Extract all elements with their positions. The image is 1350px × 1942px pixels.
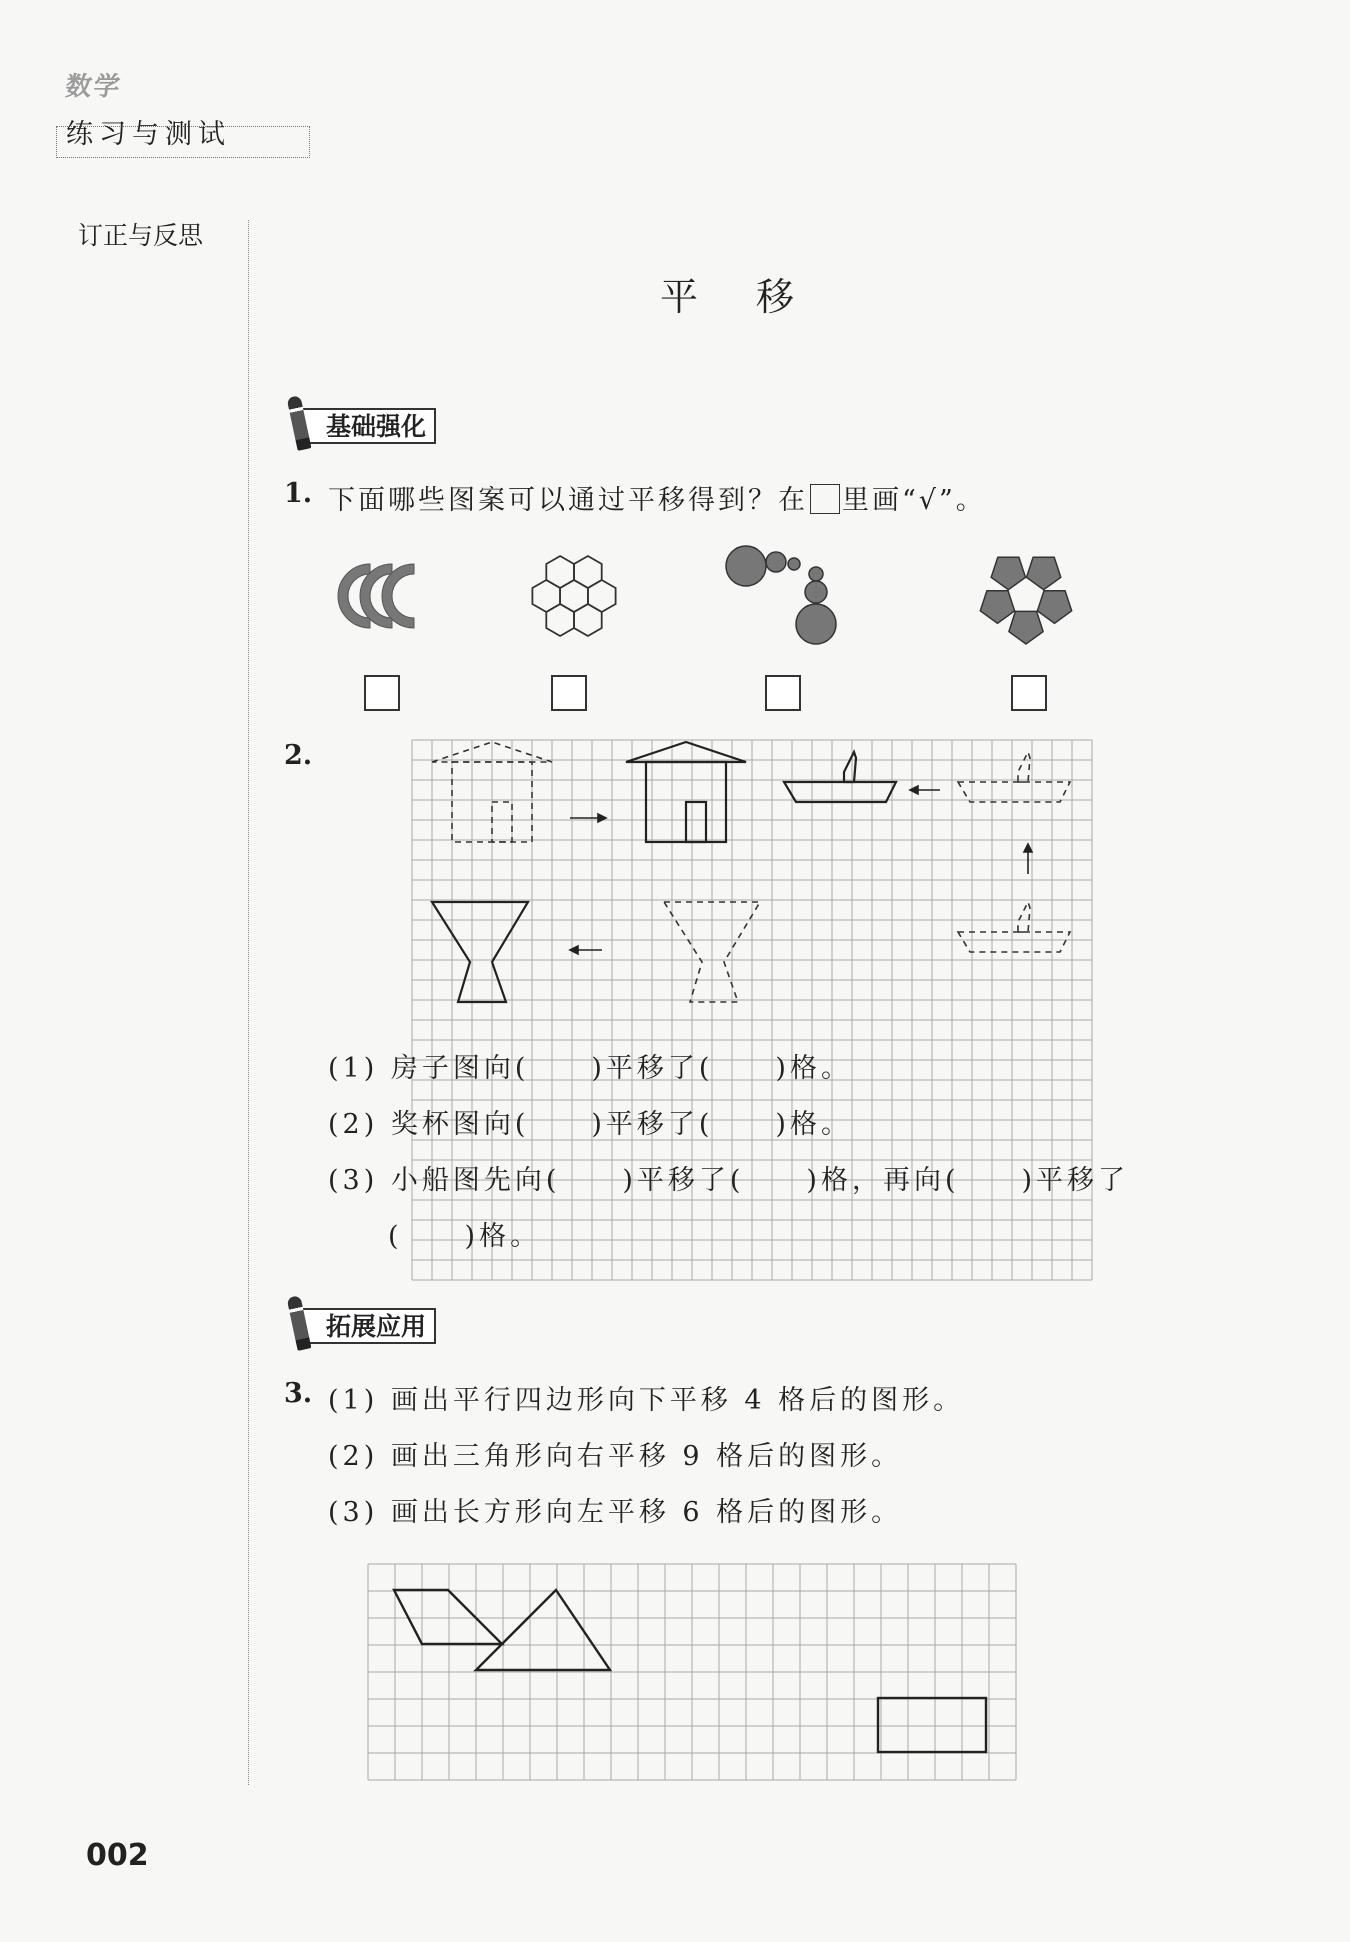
q1-checkbox-3[interactable] xyxy=(765,675,801,711)
header-subject: 数学 xyxy=(63,72,124,102)
house-door xyxy=(686,802,706,842)
q2-grid-figure xyxy=(412,740,1098,1014)
section-tag-basic xyxy=(298,408,436,444)
page-title: 平移 xyxy=(660,275,853,319)
parallelogram-shape xyxy=(394,1590,502,1644)
q3-number: 3. xyxy=(284,1378,313,1409)
section-tag-basic-label: 基础强化 xyxy=(326,412,427,441)
q1-prompt xyxy=(328,478,986,517)
triangle-shape xyxy=(476,1590,610,1670)
q1-prompt-after: 里画“√”。 xyxy=(842,485,986,516)
q1-number: 1. xyxy=(284,478,313,509)
circle-chain-icon xyxy=(724,540,844,650)
header-series: 练习与测试 xyxy=(66,119,231,150)
q1-checkbox-1[interactable] xyxy=(364,675,400,711)
section-tag-extend xyxy=(298,1308,436,1344)
page-number: 002 xyxy=(86,1838,149,1873)
q3-grid-figure[interactable] xyxy=(368,1564,1012,1782)
boat-hull xyxy=(784,782,896,802)
section-tag-extend-label: 拓展应用 xyxy=(326,1312,427,1341)
pentagon-star-icon xyxy=(966,540,1086,650)
inline-answer-box-icon xyxy=(810,484,840,514)
rectangle-shape xyxy=(878,1698,986,1752)
hexagon-cluster-icon xyxy=(524,546,624,646)
q2-number: 2. xyxy=(284,740,313,771)
house-roof xyxy=(626,742,746,762)
trophy-shape xyxy=(432,902,528,1002)
q3-sub-2: (2) 画出三角形向右平移 9 格后的图形。 xyxy=(328,1441,903,1472)
q2-sub-2: (2) 奖杯图向( )平移了( )格。 xyxy=(328,1109,852,1140)
crescents-icon xyxy=(330,556,430,636)
q2-sub-3-cont: ( )格。 xyxy=(388,1221,542,1252)
q3-sub-3: (3) 画出长方形向左平移 6 格后的图形。 xyxy=(328,1497,903,1528)
boat-sail xyxy=(844,752,856,782)
q1-checkbox-2[interactable] xyxy=(551,675,587,711)
margin-divider xyxy=(248,220,249,1785)
margin-label: 订正与反思 xyxy=(78,221,204,250)
q3-sub-1: (1) 画出平行四边形向下平移 4 格后的图形。 xyxy=(328,1385,965,1416)
q1-checkbox-4[interactable] xyxy=(1011,675,1047,711)
q2-sub-3: (3) 小船图先向( )平移了( )格，再向( )平移了 xyxy=(328,1165,1130,1196)
q1-prompt-before: 下面哪些图案可以通过平移得到？在 xyxy=(328,485,808,516)
q2-sub-1: (1) 房子图向( )平移了( )格。 xyxy=(328,1053,852,1084)
